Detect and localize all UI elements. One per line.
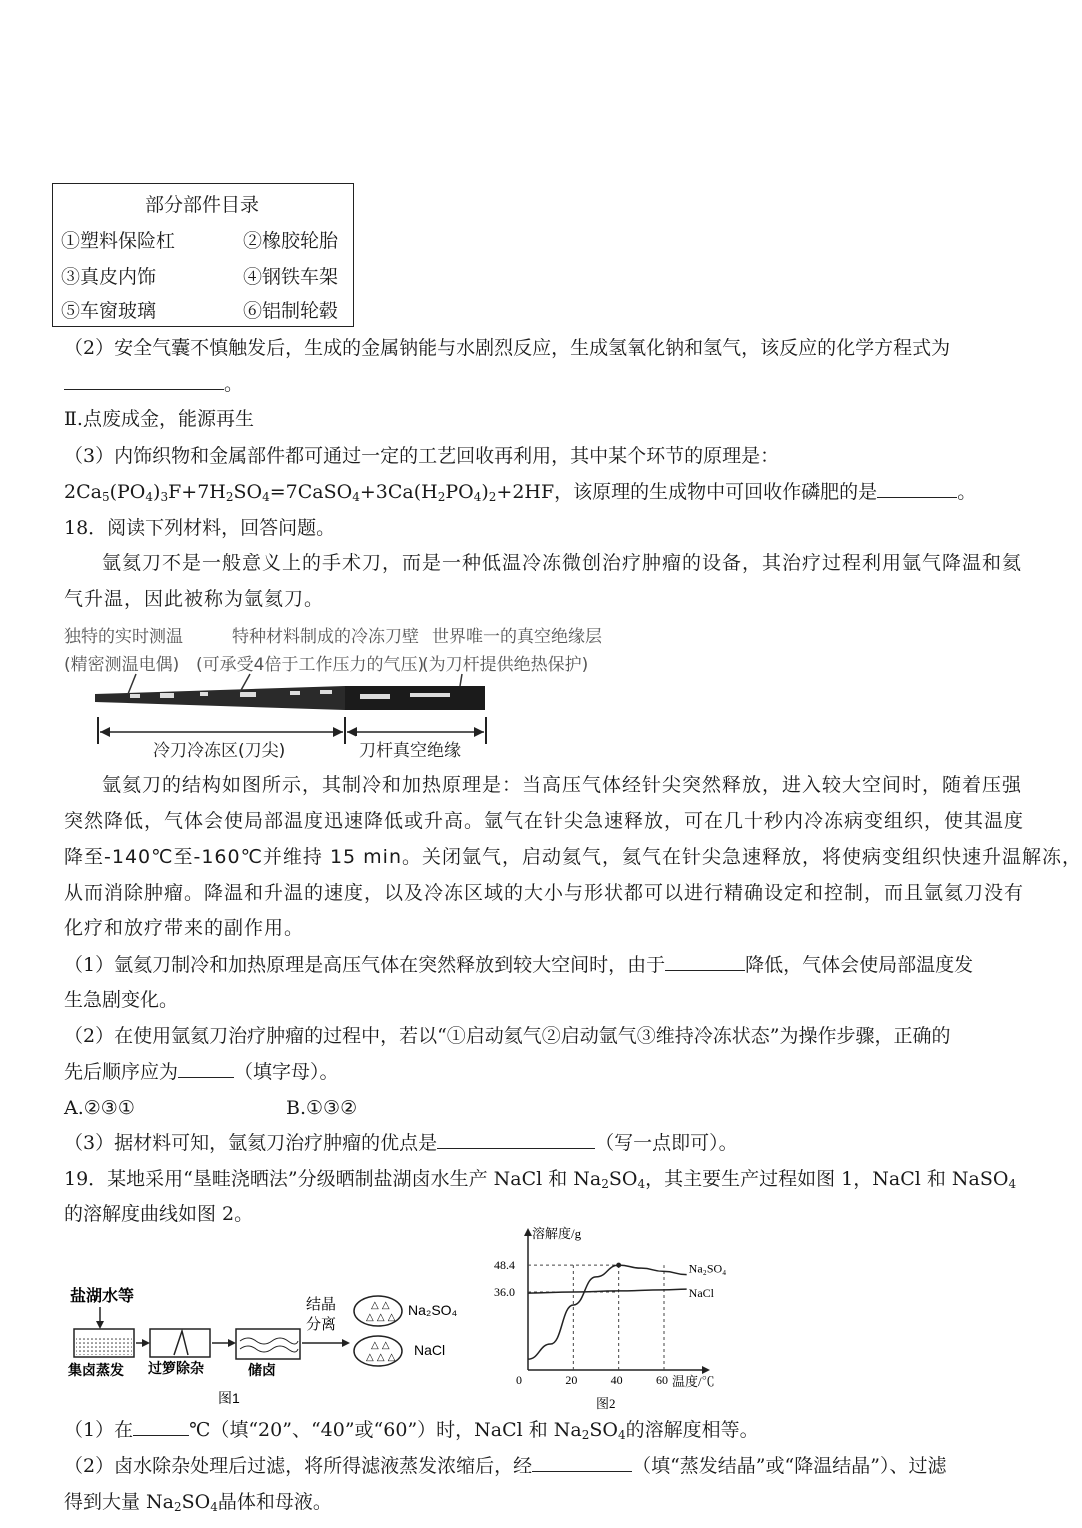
answer-blank[interactable] bbox=[665, 952, 745, 971]
nacl-output-label: NaCl bbox=[414, 1342, 446, 1358]
question-17-2: （2）安全气囊不慎触发后，生成的金属钠能与水剧烈反应，生成氢氧化钠和氢气，该反应的化学方程式为 bbox=[64, 337, 951, 359]
process-input-label: 盐湖水等 bbox=[70, 1288, 135, 1305]
figure-caption: 图2 bbox=[596, 1396, 616, 1411]
part-item: ①塑料保险杠 bbox=[61, 230, 176, 252]
knife-zone-label: 刀杆真空绝缘 bbox=[356, 736, 464, 761]
option-a[interactable]: A.②③① bbox=[64, 1097, 135, 1119]
x-axis-label: 温度/℃ bbox=[672, 1374, 715, 1389]
svg-text:△ △ △: △ △ △ bbox=[366, 1352, 396, 1363]
knife-label: 世界唯一的真空绝缘层 bbox=[432, 627, 602, 647]
y-tick-label: 36.0 bbox=[494, 1285, 515, 1299]
separation-label: 分离 bbox=[306, 1316, 337, 1333]
material-paragraph: 氩氦刀不是一般意义上的手术刀，而是一种低温冷冻微创治疗肿瘤的设备，其治疗过程利用氩气降温和氦 bbox=[102, 552, 1023, 574]
question-19-1: （1）在 ℃（填“20”、“40”或“60”）时，NaCl 和 $Na_2SO_4$的溶解度相等。 bbox=[64, 1419, 759, 1442]
answer-blank[interactable] bbox=[133, 1417, 189, 1436]
x-tick-label: 20 bbox=[565, 1373, 578, 1387]
question-19-heading-cont: 的溶解度曲线如图 2。 bbox=[64, 1203, 254, 1225]
material-paragraph: 气升温，因此被称为氩氦刀。 bbox=[64, 588, 325, 610]
equation-line: $2Ca_5(PO_4)_3F+7H_2SO_4=7CaSO_4+3Ca(H_2PO_4)_2+2HF$，该原理的生成物中可回收作磷肥的是 。 bbox=[64, 481, 977, 504]
x-axis-arrow bbox=[702, 1366, 710, 1374]
peak-point bbox=[616, 1263, 621, 1268]
question-18-2-cont: 先后顺序应为 （填字母）。 bbox=[64, 1061, 339, 1083]
figure-caption: 图1 bbox=[218, 1390, 240, 1406]
knife-label: 独特的实时测温 bbox=[64, 627, 183, 647]
material-paragraph: 突然降低，气体会使局部温度迅速降低或升高。氩气在针尖急速释放，可在几十秒内冷冻病变组织，使其温度 bbox=[64, 810, 1025, 832]
series-label: Na₂SO₄ bbox=[688, 1261, 727, 1276]
question-17-3: （3）内饰织物和金属部件都可通过一定的工艺回收再利用，其中某个环节的原理是： bbox=[64, 445, 780, 467]
question-19-2-cont: 得到大量 $Na_2SO_4$晶体和母液。 bbox=[64, 1491, 332, 1514]
question-19-2: （2）卤水除杂处理后过滤，将所得滤液蒸发浓缩后，经 （填“蒸发结晶”或“降温结晶”）、过滤 bbox=[64, 1455, 947, 1477]
na2so4-output-label: Na₂SO₄ bbox=[408, 1302, 458, 1318]
material-paragraph: 降至-140℃至-160℃并维持 15 min。关闭氩气，启动氦气，氦气在针尖急速释放，将使病变组织快速升温解冻， bbox=[64, 846, 1082, 868]
process-diagram bbox=[66, 1285, 466, 1415]
question-18-heading: 18．阅读下列材料，回答问题。 bbox=[64, 517, 336, 539]
part-item: ③真皮内饰 bbox=[61, 266, 157, 288]
knife-zone-label: 冷刀冷冻区(刀尖) bbox=[150, 736, 288, 761]
answer-blank[interactable] bbox=[64, 371, 224, 390]
question-18-3: （3）据材料可知，氩氦刀治疗肿瘤的优点是 （写一点即可）。 bbox=[64, 1132, 738, 1154]
step-label: 储卤 bbox=[248, 1362, 276, 1378]
part-item: ④钢铁车架 bbox=[243, 266, 339, 288]
x-tick-label: 40 bbox=[610, 1373, 623, 1387]
section-heading: Ⅱ.点废成金，能源再生 bbox=[64, 408, 254, 430]
answer-blank[interactable] bbox=[178, 1059, 234, 1078]
question-18-2: （2）在使用氩氦刀治疗肿瘤的过程中，若以“①启动氦气②启动氩气③维持冷冻状态”为操作步骤，正确的 bbox=[64, 1025, 951, 1047]
svg-text:△ △: △ △ bbox=[371, 1340, 390, 1351]
answer-blank[interactable] bbox=[437, 1130, 595, 1149]
answer-blank[interactable] bbox=[877, 479, 957, 498]
question-19-heading: 19．某地采用“垦畦浇晒法”分级晒制盐湖卤水生产 NaCl 和 $Na_2SO_4$，其主要生产过程如图 1，NaCl 和 NaSO$_4$ bbox=[64, 1168, 1017, 1191]
material-paragraph: 化疗和放疗带来的副作用。 bbox=[64, 917, 305, 939]
knife-label: (为刀杆提供绝热保护) bbox=[422, 655, 589, 675]
series-label: NaCl bbox=[688, 1286, 715, 1301]
x-tick-label: 0 bbox=[516, 1373, 522, 1387]
part-item: ②橡胶轮胎 bbox=[243, 230, 339, 252]
storage-tank bbox=[236, 1329, 300, 1359]
material-paragraph: 氩氦刀的结构如图所示，其制冷和加热原理是：当高压气体经针尖突然释放，进入较大空间时，随着压强 bbox=[102, 774, 1023, 796]
y-tick-label: 48.4 bbox=[494, 1258, 515, 1273]
question-17-2-answer-line: 。 bbox=[64, 371, 243, 397]
separation-label: 结晶 bbox=[306, 1296, 337, 1313]
svg-text:△ △: △ △ bbox=[371, 1300, 390, 1311]
answer-blank[interactable] bbox=[532, 1453, 632, 1472]
parts-list-title: 部分部件目录 bbox=[145, 194, 260, 216]
question-18-1: （1）氩氦刀制冷和加热原理是高压气体在突然释放到较大空间时，由于 降低，气体会使局部温度发 bbox=[64, 954, 974, 976]
knife-label: (可承受4倍于工作压力的气压) bbox=[196, 655, 425, 675]
y-axis-label: 溶解度/g bbox=[532, 1226, 582, 1241]
series-line-na2so4 bbox=[528, 1265, 687, 1359]
svg-text:△ △ △: △ △ △ bbox=[366, 1312, 396, 1323]
option-b[interactable]: B.①③② bbox=[286, 1097, 358, 1119]
y-axis-arrow bbox=[524, 1228, 532, 1236]
material-paragraph: 从而消除肿瘤。降温和升温的速度，以及冷冻区域的大小与形状都可以进行精确设定和控制，而且氩氦刀没有 bbox=[64, 882, 1025, 904]
x-tick-label: 60 bbox=[656, 1373, 668, 1387]
question-18-1-cont: 生急剧变化。 bbox=[64, 989, 179, 1011]
step-label: 集卤蒸发 bbox=[68, 1362, 124, 1378]
knife-label: (精密测温电偶) bbox=[64, 655, 180, 675]
step-label: 过箩除杂 bbox=[148, 1360, 204, 1376]
filter-tank bbox=[150, 1329, 210, 1357]
parts-list-box bbox=[52, 183, 354, 327]
solubility-chart bbox=[488, 1226, 727, 1412]
knife-label: 特种材料制成的冷冻刀壁 bbox=[232, 627, 419, 647]
part-item: ⑥铝制轮毂 bbox=[243, 300, 339, 322]
part-item: ⑤车窗玻璃 bbox=[61, 300, 157, 322]
